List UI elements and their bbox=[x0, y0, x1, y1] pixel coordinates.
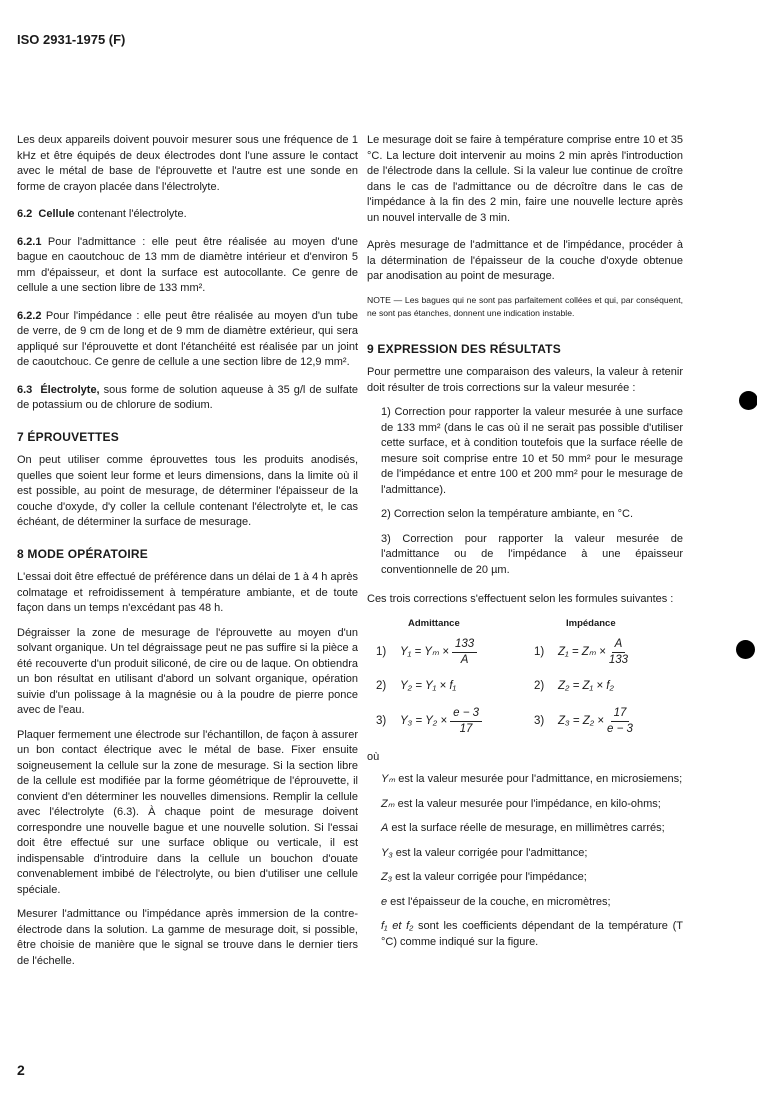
symbol: Z₃ bbox=[381, 871, 393, 883]
denominator: 17 bbox=[459, 723, 473, 735]
section-number: 6.3 bbox=[17, 383, 33, 396]
left-column bbox=[17, 133, 358, 978]
list-item: 1) Correction pour rapporter la valeur mesurée à une surface de 133 mm² (dans le cas où il ne serait pas possible d'utiliser cette surface, et à condition toutefois que la surface réelle de mesure soit comprise entre 10 et 50 mm² pour le mesurage de l'impédance et entre 100 et 200 mm² pour le mesurage de l'admittance). bbox=[381, 406, 683, 496]
admittance-label: Admittance bbox=[408, 617, 460, 629]
list-item: 2) Correction selon la température ambiante, en °C. bbox=[381, 508, 634, 520]
numerator: e − 3 bbox=[450, 706, 482, 722]
formula-expression: Y₃ = Y₂ × bbox=[400, 714, 448, 727]
definition-text: est l'épaisseur de la couche, en micromètres; bbox=[387, 895, 611, 908]
section-number: 6.2.2 bbox=[17, 309, 42, 322]
section-6-2 bbox=[17, 207, 358, 223]
admittance-formulas bbox=[367, 617, 525, 742]
section-text: sous forme de solution aqueuse à 35 g/l de sulfate de potassium ou de chlorure de sodium. bbox=[17, 383, 358, 411]
section-6-3 bbox=[17, 383, 358, 414]
impedance-label: Impédance bbox=[566, 617, 616, 629]
definition-text: est la valeur corrigée pour l'admittance; bbox=[392, 846, 588, 859]
definition bbox=[367, 895, 683, 911]
definition bbox=[367, 821, 683, 837]
section-text: Pour l'admittance : elle peut être réalisée au moyen d'une bague en caoutchouc de 13 mm de diamètre intérieur et d'environ 5 mm d'épaisseur, et dont la surface est autocollante. Ce genre de cellule a une section libre de 133 mm². bbox=[17, 235, 358, 294]
section-6-2-1 bbox=[17, 235, 358, 297]
definition bbox=[367, 772, 683, 788]
symbol: f₁ et f₂ bbox=[381, 920, 414, 932]
denominator: 133 bbox=[608, 654, 629, 666]
formula bbox=[376, 702, 525, 742]
symbol: Y₃ bbox=[381, 846, 393, 859]
section-text: contenant l'électrolyte. bbox=[74, 208, 187, 220]
paragraph: Mesurer l'admittance ou l'impédance après immersion de la contre-électrode dans la solution. La gamme de mesurage doit, si possible, être choisie de manière que le signal se trouve dans le dernier tiers de l'échelle. bbox=[17, 908, 358, 967]
formula-expression: Y₂ = Y₁ × f₁ bbox=[400, 679, 457, 692]
paragraph: Ces trois corrections s'effectuent selon les formules suivantes : bbox=[367, 593, 674, 605]
margin-bullet-icon bbox=[736, 640, 755, 659]
paragraph: Le mesurage doit se faire à température comprise entre 10 et 35 °C. La lecture doit intervenir au moins 2 min après l'introduction de l'électrode dans la cellule. Si la valeur lue continue de croître dans le cas de l'admittance ou de décroître dans le cas de l'impédance à la fin des 2 min, faire une nouvelle lecture après un nouvel intervalle de 3 min. bbox=[367, 134, 683, 224]
definition-text: est la valeur mesurée pour l'admittance, en microsiemens; bbox=[395, 773, 683, 785]
paragraph: On peut utiliser comme éprouvettes tous les produits anodisés, quelles que soient leur forme et leurs dimensions, dans la limite où il est possible, au point de mesurage, de déterminer l'épaisseur de la couche d'oxyde, d'y coller la cellule contenant l'électrolyte et, le cas échéant, de déterminer la surface de mesurage. bbox=[17, 454, 358, 528]
section-title: Électrolyte, bbox=[40, 383, 100, 396]
formula bbox=[534, 702, 683, 742]
formula-number: 2) bbox=[534, 679, 545, 692]
section-6-2-2 bbox=[17, 309, 358, 371]
formula-expression: Y₁ = Yₘ × bbox=[400, 645, 449, 658]
fraction bbox=[450, 706, 482, 737]
definition-text: est la surface réelle de mesurage, en millimètres carrés; bbox=[388, 822, 665, 834]
formula-number: 3) bbox=[534, 714, 545, 727]
paragraph: Les deux appareils doivent pouvoir mesurer sous une fréquence de 1 kHz et être équipés de deux électrodes dont l'une assure le contact avec le métal de base de l'éprouvette et l'autre est une sonde en forme de crayon placée dans l'électrolyte. bbox=[17, 134, 358, 193]
formula bbox=[376, 634, 525, 672]
formula bbox=[376, 672, 525, 702]
section-9-heading: 9 EXPRESSION DES RÉSULTATS bbox=[367, 341, 561, 356]
paragraph: L'essai doit être effectué de préférence dans un délai de 1 à 4 h après colmatage et refroidissement à température ambiante, et de toute façon dans un temps n'excédant pas 48 h. bbox=[17, 571, 358, 614]
formula-number: 3) bbox=[376, 714, 387, 727]
definition bbox=[367, 870, 683, 886]
paragraph: Dégraisser la zone de mesurage de l'éprouvette au moyen d'un solvant organique. Un tel dégraissage peut ne pas suffire si la pièce a été recouverte d'un produit siliconé, de cire ou de laque. On obtiendra un bon résultat en utilisant d'abord un solvant organique, opération suivie d'un polissage à la magnésie ou à la poudre de pierre ponce avec de l'eau. bbox=[17, 626, 358, 716]
section-7-heading: 7 ÉPROUVETTES bbox=[17, 429, 119, 444]
list-item: 3) Correction pour rapporter la valeur mesurée de l'admittance ou de l'impédance à une épaisseur conventionnelle de 20 µm. bbox=[381, 532, 683, 576]
fraction bbox=[452, 637, 477, 668]
note: NOTE — Les bagues qui ne sont pas parfaitement collées et qui, par conséquent, ne sont pas étanches, donnent une indication instable. bbox=[367, 294, 683, 318]
paragraph: Plaquer fermement une électrode sur l'échantillon, de façon à assurer un bon contact électrique avec le métal de base. Fixer ensuite soigneusement la cellule sur la zone de mesurage. Si la section libre de la cellule est modifiée par la forme géométrique de l'éprouvette, il convient d'en déterminer les nouvelles dimensions. Remplir la cellule avec l'électrolyte (6.3). À chaque point de mesurage doivent correspondre une nouvelle bague et une nouvelle solution. Si l'essai doit être effectué sur une surface oblique ou verticale, il est indispensable d'introduire dans la cellule un bouchon d'ouate convenablement imbibé de l'électrolyte, ou bien d'utiliser une cellule spéciale. bbox=[17, 728, 358, 896]
definition-text: est la valeur corrigée pour l'impédance; bbox=[392, 871, 587, 883]
formula-expression: Z₂ = Z₁ × f₂ bbox=[558, 679, 614, 692]
denominator: A bbox=[460, 654, 469, 666]
denominator: e − 3 bbox=[607, 723, 633, 735]
definition bbox=[367, 846, 683, 862]
formula-expression: Z₁ = Zₘ × bbox=[558, 645, 606, 658]
definition bbox=[367, 919, 683, 950]
document-header: ISO 2931-1975 (F) bbox=[17, 32, 126, 47]
margin-bullet-icon bbox=[739, 391, 757, 410]
definition bbox=[367, 797, 683, 813]
formula bbox=[534, 634, 683, 672]
fraction bbox=[607, 706, 633, 737]
numerator: 133 bbox=[452, 637, 477, 653]
formula-number: 2) bbox=[376, 679, 387, 692]
where-label: où bbox=[367, 750, 380, 763]
section-number: 6.2.1 bbox=[17, 235, 42, 248]
symbol: A bbox=[381, 822, 389, 834]
right-column bbox=[367, 133, 683, 959]
page-number: 2 bbox=[17, 1062, 25, 1078]
fraction bbox=[609, 637, 628, 668]
definition-text: est la valeur mesurée pour l'impédance, en kilo-ohms; bbox=[394, 797, 661, 810]
formula-expression: Z₃ = Z₂ × bbox=[558, 714, 605, 727]
section-8-heading: 8 MODE OPÉRATOIRE bbox=[17, 546, 148, 561]
section-text: Pour l'impédance : elle peut être réalisée au moyen d'un tube de verre, de 9 cm de long et de 9 mm de diamètre extérieur, qui sera appliqué sur l'éprouvette et dont l'étanchéité est réalisée par un joint de caoutchouc. Ce genre de cellule a une section libre de 12,9 mm². bbox=[17, 309, 358, 368]
impedance-formulas bbox=[525, 617, 683, 742]
section-title: Cellule bbox=[38, 208, 75, 220]
formula bbox=[534, 672, 683, 702]
section-number: 6.2 bbox=[17, 208, 33, 220]
numerator: A bbox=[612, 637, 626, 653]
symbol: e bbox=[381, 895, 388, 908]
definition-text: sont les coefficients dépendant de la température (T °C) comme indiqué sur la figure. bbox=[381, 920, 683, 948]
formulas bbox=[367, 617, 683, 742]
symbol: Zₘ bbox=[381, 797, 395, 810]
paragraph: Après mesurage de l'admittance et de l'impédance, procéder à la détermination de l'épaisseur de la couche d'oxyde obtenue par anodisation au point de mesurage. bbox=[367, 239, 683, 282]
symbol: Yₘ bbox=[381, 773, 396, 785]
numerator: 17 bbox=[611, 706, 630, 722]
formula-number: 1) bbox=[534, 645, 545, 658]
formula-number: 1) bbox=[376, 645, 387, 658]
paragraph: Pour permettre une comparaison des valeurs, la valeur à retenir doit résulter de trois corrections sur la valeur mesurée : bbox=[367, 366, 683, 394]
